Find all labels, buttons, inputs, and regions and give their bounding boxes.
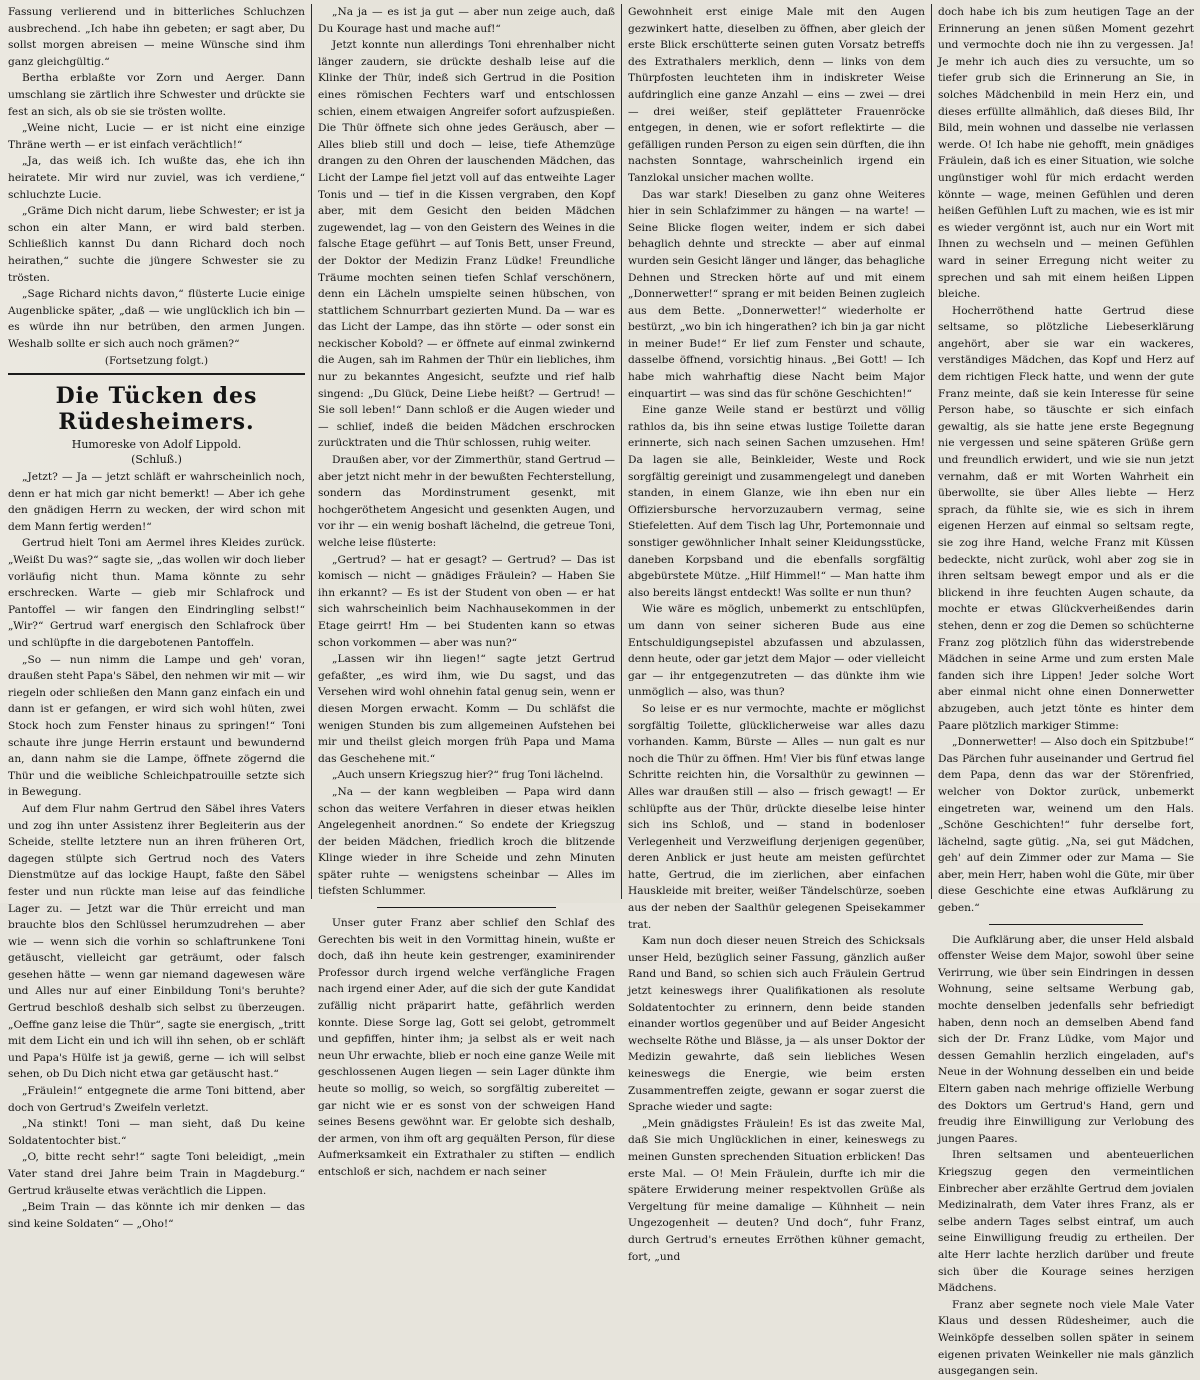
continuation-note: (Fortsetzung folgt.): [104, 355, 209, 368]
paragraph: Kam nun doch dieser neuen Streich des Schicksals unser Held, bezüglich seiner Fassung, gänzlich außer Rand und Band, so schien sich auch Fräulein Gertrud jetzt keineswegs ihrer Qualifikationen als resolute Soldatentochter zu erinnern, denn beide standen einander wortlos gegenüber und auf Beider Angesicht wechselte Röthe und Blässe, ja — als unser Doktor der Medizin gewahrte, daß sein liebliches Wesen keineswegs die Energie, wie beim ersten Zusammentreffen zeigte, gewann er sogar zuerst die Sprache wieder und sagte:: [628, 935, 925, 1114]
paragraph: „Na stinkt! Toni — man sieht, daß Du keine Soldatentochter bist.“: [8, 1118, 305, 1147]
paragraph: Gertrud hielt Toni am Aermel ihres Kleides zurück. „Weißt Du was?“ sagte sie, „das wollen wir doch lieber vorläufig nicht thun. Mama könnte zu sehr erschrecken. Warte — gieb mir Schlafrock und Pantoffel — wir fangen den Eindringling selbst!“ „Wir?“ Gertrud warf energisch den Schlafrock über und schlüpfte in die dargebotenen Pantoffeln.: [8, 537, 305, 649]
article-byline: Humoreske von Adolf Lippold.: [71, 438, 242, 452]
article-part-label: (Schluß.): [131, 453, 182, 467]
paragraph: „Sage Richard nichts davon,“ flüsterte Lucie einige Augenblicke später, „daß — wie unglücklich ich bin — es würde ihn nur betrüben, den armen Jungen. Weshalb sollte er sich auch noch grämen?“: [8, 288, 305, 350]
paragraph: Bertha erblaßte vor Zorn und Aerger. Dann umschlang sie zärtlich ihre Schwester und drückte sie fest an sich, als ob sie sie trösten wollte.: [8, 72, 305, 118]
column-1: [2, 4, 312, 1230]
paragraph: „Ja, das weiß ich. Ich wußte das, ehe ich ihn heiratete. Mir wird nur zuviel, was ich verdiene,“ schluchzte Lucie.: [8, 155, 305, 201]
paragraph: „Gertrud? — hat er gesagt? — Gertrud? — Das ist komisch — nicht — gnädiges Fräulein? — Haben Sie ihn erkannt? — Es ist der Student von oben — er hat sich wahrscheinlich beim Nachhausekommen in der Etage geirrt! Hm — bei Studenten kann so etwas schon vorkommen — aber was nun?“: [318, 553, 615, 649]
paragraph: Eine ganze Weile stand er bestürzt und völlig rathlos da, bis ihn seine etwas lustige Toilette daran erinnerte, sich nach seinen Sachen umzusehen. Hm! Da lagen sie alle, Beinkleider, Weste und Rock sorgfältig gereinigt und zusammengelegt und daneben standen, in einem Glanze, wie ihn eben nur ein Offiziersbursche hervorzuzaubern vermag, seine Stiefeletten. Auf dem Tisch lag Uhr, Portemonnaie und sonstiger gewöhnlicher Inhalt seiner Kleidungsstücke, daneben Korpsband und die ebenfalls sorgfältig abgebürstete Mütze. „Hilf Himmel!“ — Man hatte ihm also bereits längst entdeckt! Was sollte er nun thun?: [628, 404, 925, 599]
paragraph: Franz aber segnete noch viele Male Vater Klaus und dessen Rüdesheimer, auch die Weinköpfe desselben sollen später in seinem eigenen privaten Weinkeller nie mals gänzlich ausgegangen sein.: [938, 1298, 1194, 1378]
paragraph: „Fräulein!“ entgegnete die arme Toni bittend, aber doch von Gertrud's Zweifeln verletzt.: [8, 1085, 305, 1114]
paragraph: Hocherröthend hatte Gertrud diese seltsame, so plötzliche Liebeserklärung angehört, aber sie war ein wackeres, verständiges Mädchen, das Kopf und Herz auf dem richtigen Fleck hatte, und wenn der gute Franz meinte, daß sie kein Interesse für seine Person habe, so täuschte er sich einfach gewaltig, als sie hatte jene erste Begegnung nie vergessen und seine späteren Grüße gern und freundlich erwidert, und wie sie nun jetzt vernahm, daß er mit Worten Wahrheit ein überwollte, sie über Alles liebte — Herz sprach, da fühlte sie, wie es sich in ihrem eigenen Herzen auf einmal so seltsam regte, sie zog ihre Hand, welche Franz mit Küssen bedeckte, nicht zurück, wohl aber zog sie in ihren seltsam bewegt empor und als er die blickend in ihre feuchten Augen schaute, da mochte er etwas Glückverheißendes darin stehen, denn er zog die Demen so schüchterne Franz zog plötzlich fühn das widerstrebende Mädchen in seine Arme und zum ersten Male fanden sich ihre Lippen! Jeder solche Wort aber einmal nicht ohne einen Donnerwetter abzugeben, auch jetzt tönte es hinter dem Paare plötzlich markiger Stimme:: [938, 304, 1194, 732]
paragraph: Gewohnheit erst einige Male mit den Augen gezwinkert hatte, dieselben zu öffnen, aber gleich der erste Blick erschütterte seinen guten Vorsatz betreffs des Extrathalers merklich, denn — links von dem Thürpfosten leuchteten ihm in indiskreter Weise aufdringlich eine ganze Anzahl — eins — zwei — drei — drei weißer, steif geplätteter Frauenröcke entgegen, in denen, wie er sofort reflektirte — die gefälligen runden Person zu eigen sein dürften, die ihn nachsten Sonntage, wahrscheinlich irgend ein Tanzlokal unsicher machen wollte.: [628, 6, 925, 184]
paragraph: „Auch unsern Kriegszug hier?“ frug Toni lächelnd.: [332, 769, 604, 782]
paragraph: Auf dem Flur nahm Gertrud den Säbel ihres Vaters und zog ihn unter Assistenz ihrer Begleiterin aus der Scheide, stellte letztere nun an ihren früheren Ort, dagegen stülpte sich Gertrud noch des Vaters Dienstmütze auf das lockige Haupt, faßte den Säbel fester und nun rückte man leise auf das feindliche Lager zu. — Jetzt war die Thür erreicht und man brauchte blos den Schlüssel herumzudrehen — aber wie — wenn sich die vorhin so schlaftrunkene Toni getäuscht, vielleicht gar geträumt, oder falsch gesehen hätte — wenn gar niemand dagewesen wäre und Alles nur auf einer Einbildung Toni's beruhte? Gertrud beschloß deshalb sich selbst zu überzeugen. „Oeffne ganz leise die Thür“, sagte sie energisch, „tritt mit dem Licht ein und ich will ihn sehen, ob er schläft und Papa's Hülfe ist ja gewiß, gerne — ich will selbst sehen, ob Du Dich nicht etwa gar getäuscht hast.“: [8, 802, 305, 1081]
paragraph: „Mein gnädigstes Fräulein! Es ist das zweite Mal, daß Sie mich Unglücklichen in einer, keineswegs zu meinen Gunsten sprechenden Situation erblicken! Das erste Mal. — O! Mein Fräulein, durfte ich mir die spätere Erwiderung meiner respektvollen Grüße als Vergeltung für meine damalige — Kühnheit — nein Ungezogenheit — deuten? Und doch“, fuhr Franz, durch Gertrud's erneutes Erröthen kühner gemacht, fort, „und: [628, 1117, 925, 1263]
paragraph: „Weine nicht, Lucie — er ist nicht eine einzige Thräne werth — er ist einfach verächtlich!“: [8, 122, 305, 151]
article-title: Die Tücken des Rüdesheimers.: [55, 383, 258, 436]
column-2: [312, 4, 622, 1178]
paragraph: doch habe ich bis zum heutigen Tage an der Erinnerung an jenen süßen Moment gezehrt und vermochte doch nie ihn zu vergessen. Ja! Je mehr ich auch dies zu versuchte, um so tiefer grub sich die Erinnerung an Sie, in solches Mädchenbild in mein Herz ein, und dieses erfüllte allmählich, daß dieses Bild, Ihr Bild, mein wohnen und dasselbe nie verlassen werde. O! Ich habe nie gehofft, mein gnädiges Fräulein, daß ich es einer Situation, wie solche ungünstiger wohl für mich erdacht werden könnte — wage, meinen Gefühlen und deren heißen Gefühlen Luft zu machen, wie es ist mir es wieder vergönnt ist, auch nur ein Wort mit Ihnen zu wechseln und — meinen Gefühlen ward in seiner Erregung nicht weiter zu sprechen und sah mit einem heißen Lippen bleiche.: [938, 6, 1194, 301]
paragraph: „Jetzt? — Ja — jetzt schläft er wahrscheinlich noch, denn er hat mich gar nicht bemerkt! — Aber ich gehe den gnädigen Herrn zu wecken, der wird schon mit dem Mann fertig werden!“: [8, 471, 305, 533]
paragraph: „Gräme Dich nicht darum, liebe Schwester; er ist ja schon ein alter Mann, er wird bald sterben. Schließlich kannst Du dann Richard doch noch heirathen,“ suchte die jüngere Schwester sie zu trösten.: [8, 205, 305, 284]
paragraph: Unser guter Franz aber schlief den Schlaf des Gerechten bis weit in den Vormittag hinein, wußte er doch, daß ihn heute kein gestrenger, examinirender Professor durch irgend welche verfängliche Fragen nach irgend einer Ader, auf die sich der gute Kandidat zufällig nicht präparirt hatte, gefährlich werden konnte. Diese Sorge lag, Gott sei gelobt, getrommelt und gepfiffen, hinter ihm; ja selbst als er weit nach neun Uhr erwachte, blieb er noch eine ganze Weile mit geschlossenen Augen liegen — sein Lager dünkte ihm heute so mollig, so weich, so sorgfältig zubereitet — gar nicht wie er es sonst von der schweigen Hand seines Besens gewöhnt war. Er gelobte sich deshalb, der armen, von ihm oft arg gequälten Person, für diese Aufmerksamkeit ein Extrathaler zu stiften — endlich entschloß er sich, nachdem er nach seiner: [318, 917, 615, 1178]
paragraph: Fassung verlierend und in bitterliches Schluchzen ausbrechend. „Ich habe ihn gebeten; er sagt aber, Du sollst morgen abreisen — meine Wünsche sind ihm ganz gleichgültig.“: [8, 6, 305, 68]
paragraph: „Donnerwetter! — Also doch ein Spitzbube!“ Das Pärchen fuhr auseinander und Gertrud fiel dem Papa, denn das war der Störenfried, welcher von Doktor zurück, unbemerkt eingetreten war, weinend um den Hals. „Schöne Geschichten!“ fuhr derselbe fort, lächelnd, sagte gütig. „Na, sei gut Mädchen, geh' auf dein Zimmer oder zur Mama — Sie aber, mein Herr, haben wohl die Güte, mir über diese Geschichte eine etwas Aufklärung zu geben.“: [938, 736, 1194, 915]
paragraph: Das war stark! Dieselben zu ganz ohne Weiteres hier in sein Schlafzimmer zu hängen — na warte! — Seine Blicke flogen weiter, indem er sich dabei behaglich dehnte und streckte — aber auf einmal wurden sein Gesicht länger und länger, das behagliche Dehnen und Strecken hörte auf und mit einem „Donnerwetter!“ sprang er mit beiden Beinen zugleich aus dem Bette. „Donnerwetter!“ wiederholte er bestürzt, „wo bin ich hingerathen? ich bin ja gar nicht in meiner Bude!“ Er lief zum Fenster und schaute, dasselbe öffnend, vorsichtig hinaus. „Bei Gott! — Ich habe mich wahrhaftig diese Nacht beim Major einquartirt — was sind das für schöne Geschichten!“: [628, 188, 925, 400]
paragraph: Draußen aber, vor der Zimmerthür, stand Gertrud — aber jetzt nicht mehr in der bewußten Fechterstellung, sondern das Mordinstrument gesenkt, mit hochgeröthetem Angesicht und gesenkten Augen, und vor ihr — ein wenig boshaft lächelnd, die getreue Toni, welche leise flüsterte:: [318, 454, 615, 549]
paragraph: Ihren seltsamen und abenteuerlichen Kriegszug gegen den vermeintlichen Einbrecher aber erzählte Gertrud dem jovialen Medizinalrath, dem Vater ihres Franz, als er selbe andern Tages selbst eintraf, um auch seine Einwilligung freudig zu ertheilen. Der alte Herr lachte herzlich darüber und freute sich über die Kourage seines herzigen Mädchens.: [938, 1149, 1194, 1295]
paragraph: „Na — der kann wegbleiben — Papa wird dann schon das weitere Verfahren in dieser etwas heiklen Angelegenheit anordnen.“ So endete der Kriegszug der beiden Mädchen, friedlich kroch die blitzende Klinge wieder in ihre Scheide und zehn Minuten später ruhte — wenigstens scheinbar — Alles im tiefsten Schlummer.: [318, 785, 615, 898]
paragraph: „Lassen wir ihn liegen!“ sagte jetzt Gertrud gefaßter, „es wird ihm, wie Du sagst, und das Versehen wird wohl ohnehin fatal genug sein, wenn er diesen Morgen erwacht. Komm — Du schläfst die wenigen Stunden bis zum allgemeinen Aufstehen bei mir und theilst gleich morgen früh Papa und Mama das Geschehene mit.“: [318, 653, 615, 765]
paragraph: „Beim Train — das könnte ich mir denken — das sind keine Soldaten“ — „Oho!“: [8, 1201, 305, 1230]
column-4: [932, 4, 1200, 1378]
paragraph: Die Aufklärung aber, die unser Held alsbald offenster Weise dem Major, sowohl über seine Verirrung, wie über sein Eindringen in dessen Wohnung, seine seltsame Werbung gab, mochte denselben jedenfalls sehr befriedigt haben, denn noch an demselben Abend fand sich der Dr. Franz Lüdke, vom Major und dessen Gemahlin herzlich eingeladen, auf's Neue in der Wohnung desselben ein und beide Eltern gaben nach mehrige offizielle Werbung des Doktors um Gertrud's Hand, gern und freudig ihre Einwilligung zur Verlobung des jungen Paares.: [938, 933, 1194, 1145]
section-divider: [8, 373, 305, 375]
paragraph: „O, bitte recht sehr!“ sagte Toni beleidigt, „mein Vater stand drei Jahre beim Train in Magdeburg.“ Gertrud kräuselte etwas verächtlich die Lippen.: [8, 1151, 305, 1197]
article-separator: [377, 907, 555, 908]
column-3: [622, 4, 932, 1263]
article-separator: [989, 924, 1143, 925]
paragraph: „Na ja — es ist ja gut — aber nun zeige auch, daß Du Kourage hast und mache auf!“: [318, 6, 615, 35]
paragraph: Wie wäre es möglich, unbemerkt zu entschlüpfen, um dann von seiner sicheren Bude aus eine Entschuldigungsepistel abzufassen und abzulassen, denn heute, oder gar jetzt dem Major — oder vielleicht gar — ihr entgegenzutreten — das dünkte ihm wie unmöglich — also, was thun?: [628, 603, 925, 699]
paragraph: „So — nun nimm die Lampe und geh' voran, draußen steht Papa's Säbel, den nehmen wir mit — wir riegeln oder schließen den Mann ganz einfach ein und dann ist er gefangen, er wird sich wohl hüten, zwei Stock hoch zum Fenster hinaus zu springen!“ Toni schaute ihre junge Herrin erstaunt und bewundernd an, dann nahm sie die Lampe, öffnete zögernd die Thür und die weibliche Schleichpatrouille setzte sich in Bewegung.: [8, 653, 305, 799]
paragraph: Jetzt konnte nun allerdings Toni ehrenhalber nicht länger zaudern, sie drückte deshalb leise auf die Klinke der Thür, indeß sich Gertrud in die Position eines römischen Fechters warf und entschlossen schien, einem etwaigen Angreifer sofort aufzuspießen. Die Thür öffnete sich ohne jedes Geräusch, aber — Alles blieb still und doch — leise, tiefe Athemzüge drangen zu den Ohren der lauschenden Mädchen, das Licht der Lampe fiel jetzt voll auf das entweihte Lager Tonis und — tief in die Kissen vergraben, den Kopf aber, mit dem Gesicht den beiden Mädchen zugewendet, lag — von den Geistern des Weines in die falsche Etage geführt — auf Tonis Bett, unser Freund, der Doktor der Medizin Franz Lüdke! Freundliche Träume mochten seinen tiefen Schlaf verschönern, denn ein Lächeln umspielte seinen hübschen, von stattlichem Schnurrbart gezierten Mund. Da — war es das Licht der Lampe, das ihn störte — oder sonst ein neckischer Kobold? — er öffnete auf einmal zwinkernd die Augen, sah im Rahmen der Thür ein liebliches, ihm nur zu bekanntes Angesicht, seufzte und rief halb singend: „Du Glück, Deine Liebe heißt? — Gertrud! — Sie soll leben!“ Dann schloß er die Augen wieder und — schlief, indeß die beiden Mädchen erschrocken zurücktraten und die Thür schlossen, ruhig weiter.: [318, 39, 615, 450]
paragraph: So leise er es nur vermochte, machte er möglichst sorgfältig Toilette, glücklicherweise war alles dazu vorhanden. Kamm, Bürste — Alles — nun galt es nur noch die Thür zu öffnen. Hm! Vier bis fünf etwas lange Schritte reichten hin, die Vorsalthür zu gewinnen — Alles war draußen still — also — frisch gewagt! — Er schlüpfte aus der Thür, drückte dieselbe leise hinter sich ins Schloß, und — stand in bodenloser Verlegenheit und Verzweiflung derjenigen gegenüber, deren Anblick er just heute am meisten gefürchtet hatte, Gertrud, die im zierlichen, aber einfachen Hauskleide mit breiter, weißer Tändelschürze, soeben aus der neben der Saalthür gelegenen Speisekammer trat.: [628, 702, 925, 931]
